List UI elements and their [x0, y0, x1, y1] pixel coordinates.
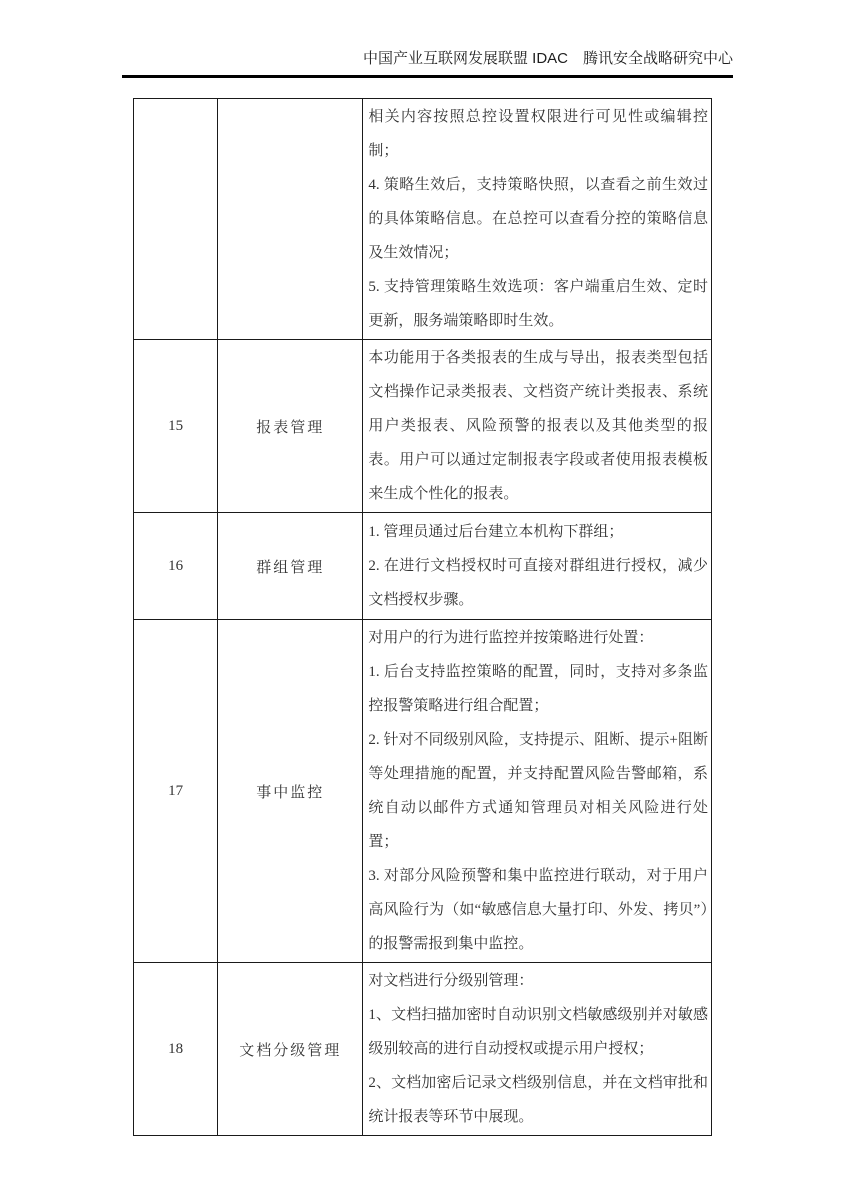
desc-paragraph: 4. 策略生效后，支持策略快照，以查看之前生效过的具体策略信息。在总控可以查看分控的策略信息及生效情况；: [368, 177, 708, 261]
desc-paragraph: 1. 后台支持监控策略的配置，同时，支持对多条监控报警策略进行组合配置；: [368, 664, 708, 714]
row-number-cell: [134, 99, 218, 340]
header-divider-rule: [122, 75, 733, 78]
feature-name-cell: 文档分级管理: [218, 963, 363, 1136]
desc-paragraph: 本功能用于各类报表的生成与导出，报表类型包括文档操作记录类报表、文档资产统计类报表、系统用户类报表、风险预警的报表以及其他类型的报表。用户可以通过定制报表字段或者使用报表模板来生成个性化的报表。: [368, 350, 708, 502]
desc-paragraph: 2、文档加密后记录文档级别信息，并在文档审批和统计报表等环节中展现。: [368, 1075, 708, 1125]
page-header-title: 中国产业互联网发展联盟 IDAC 腾讯安全战略研究中心: [362, 50, 733, 67]
row-number-cell: 16: [134, 513, 218, 620]
feature-desc-cell: [363, 620, 712, 963]
feature-desc-cell: [363, 963, 712, 1136]
table-row-17: [134, 620, 712, 963]
feature-desc-cell: [363, 99, 712, 340]
table-row-continuation: [134, 99, 712, 340]
feature-table: [133, 98, 712, 1136]
table-row-18: [134, 963, 712, 1136]
desc-paragraph: 3. 对部分风险预警和集中监控进行联动，对于用户高风险行为（如“敏感信息大量打印、外发、拷贝”）的报警需报到集中监控。: [368, 868, 708, 952]
row-number-cell: 15: [134, 340, 218, 513]
feature-name-cell: 群组管理: [218, 513, 363, 620]
desc-paragraph: 1. 管理员通过后台建立本机构下群组；: [368, 524, 624, 540]
feature-name-cell: 事中监控: [218, 620, 363, 963]
desc-paragraph: 1、文档扫描加密时自动识别文档敏感级别并对敏感级别较高的进行自动授权或提示用户授权；: [368, 1007, 708, 1057]
desc-paragraph: 相关内容按照总控设置权限进行可见性或编辑控制；: [368, 109, 708, 159]
feature-name-cell: [218, 99, 363, 340]
row-number-cell: 17: [134, 620, 218, 963]
feature-desc-cell: [363, 340, 712, 513]
feature-name-cell: 报表管理: [218, 340, 363, 513]
desc-paragraph: 对文档进行分级别管理：: [368, 973, 534, 989]
row-number-cell: 18: [134, 963, 218, 1136]
table-row-16: [134, 513, 712, 620]
desc-paragraph: 2. 针对不同级别风险，支持提示、阻断、提示+阻断等处理措施的配置，并支持配置风险告警邮箱，系统自动以邮件方式通知管理员对相关风险进行处置；: [368, 732, 708, 850]
table-row-15: [134, 340, 712, 513]
desc-paragraph: 2. 在进行文档授权时可直接对群组进行授权，减少文档授权步骤。: [368, 558, 708, 608]
desc-paragraph: 对用户的行为进行监控并按策略进行处置：: [368, 630, 654, 646]
desc-paragraph: 5. 支持管理策略生效选项：客户端重启生效、定时更新，服务端策略即时生效。: [368, 279, 708, 329]
feature-desc-cell: [363, 513, 712, 620]
